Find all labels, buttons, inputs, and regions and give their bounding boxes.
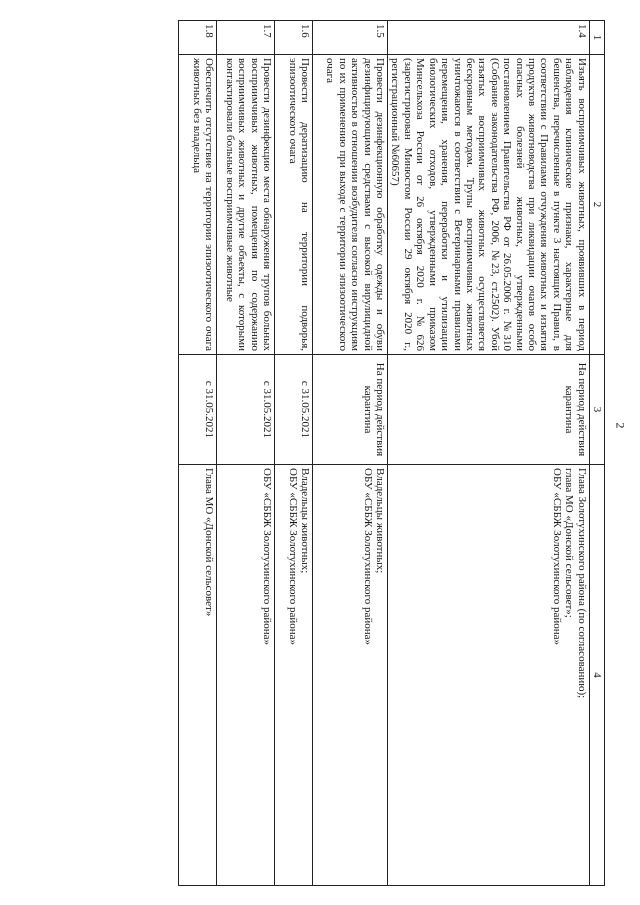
measure-text: Провести дезинфекцию места обнаружения трупов больных восприимчивых животных, помещения по содержанию восприимчивых животных и другие объекты, с которыми контактировали больные восприимчивые животные <box>217 55 275 355</box>
term-text: с 31.05.2021 <box>179 355 217 465</box>
responsible-cell <box>217 465 275 886</box>
table-row <box>217 21 275 886</box>
responsible-line: ОБУ «СББЖ Золотухинского района» <box>286 468 299 646</box>
measures-table <box>178 20 605 886</box>
measure-text: Обеспечить отсутствие на территории эпизоотического очага животных без владельца <box>179 55 217 355</box>
term-text: На период действия карантина <box>313 355 388 465</box>
table-row <box>313 21 388 886</box>
responsible-line: Глава МО «Донской сельсовет» <box>203 468 216 617</box>
responsible-cell <box>313 465 388 886</box>
table-row <box>275 21 313 886</box>
page-number: 2 <box>613 422 628 429</box>
responsible-line: Глава Золотухинского района (по согласованию); <box>575 468 588 699</box>
term-text: с 31.05.2021 <box>217 355 275 465</box>
responsible-line: Владельцы животных; <box>374 468 387 574</box>
measure-text: Провести дезинфекционную обработку одежды и обуви дезинфицирующими средствами с высокой вирулицидной активностью в отношении возбудителя согласно инструкциям по их применению при выходе с территории эпизоотического очага <box>313 55 388 355</box>
responsible-line: ОБУ «СББЖ Золотухинского района» <box>261 468 274 646</box>
column-header: 1 <box>589 21 604 55</box>
table-header-row <box>589 21 604 886</box>
measure-text: Провести дератизацию на территории подворья, эпизоотического очага <box>275 55 313 355</box>
row-number: 1.7 <box>217 21 275 55</box>
measure-text: Изъять восприимчивых животных, проявивших в период наблюдения клинические признаки, характерные для бешенства, перечисленные в пункте 3 настоящих Правил, в соответствии с Правилами отчуждения животных и изъятия продуктов животноводства при ликвидации очагов особо опасных болезней животных, утвержденными постановлением Правительства РФ от 26.05.2006 г. №310 (Собрание законодательства РФ, 2006, №23, ст.2502). Убой изъятых восприимчивых животных осуществляется бескровным методом. Трупы восприимчивых животных уничтожаются в соответствии с Ветеринарными правилами перемещения, хранения, переработки и утилизации биологических отходов, утвержденными приказом Минсельхоза России от 26 октября 2020 г. №626 (зарегистрирован Минюстом России 29 октября 2020 г., регистрационный №60657) <box>388 55 590 355</box>
term-text: На период действия карантина <box>388 355 590 465</box>
responsible-line: Владельцы животных; <box>299 468 312 574</box>
table-row <box>388 21 590 886</box>
responsible-cell <box>179 465 217 886</box>
table-row <box>179 21 217 886</box>
row-number: 1.6 <box>275 21 313 55</box>
row-number: 1.8 <box>179 21 217 55</box>
responsible-line: ОБУ «СББЖ Золотухинского района» <box>550 468 563 646</box>
column-header: 3 <box>589 355 604 465</box>
responsible-line: ОБУ «СББЖ Золотухинского района» <box>361 468 374 646</box>
responsible-cell <box>388 465 590 886</box>
responsible-cell <box>275 465 313 886</box>
row-number: 1.5 <box>313 21 388 55</box>
row-number: 1.4 <box>388 21 590 55</box>
column-header: 4 <box>589 465 604 886</box>
responsible-line: глава МО «Донской сельсовет»; <box>563 468 576 618</box>
column-header: 2 <box>589 55 604 355</box>
term-text: с 31.05.2021 <box>275 355 313 465</box>
document-table-rotated <box>67 20 605 885</box>
